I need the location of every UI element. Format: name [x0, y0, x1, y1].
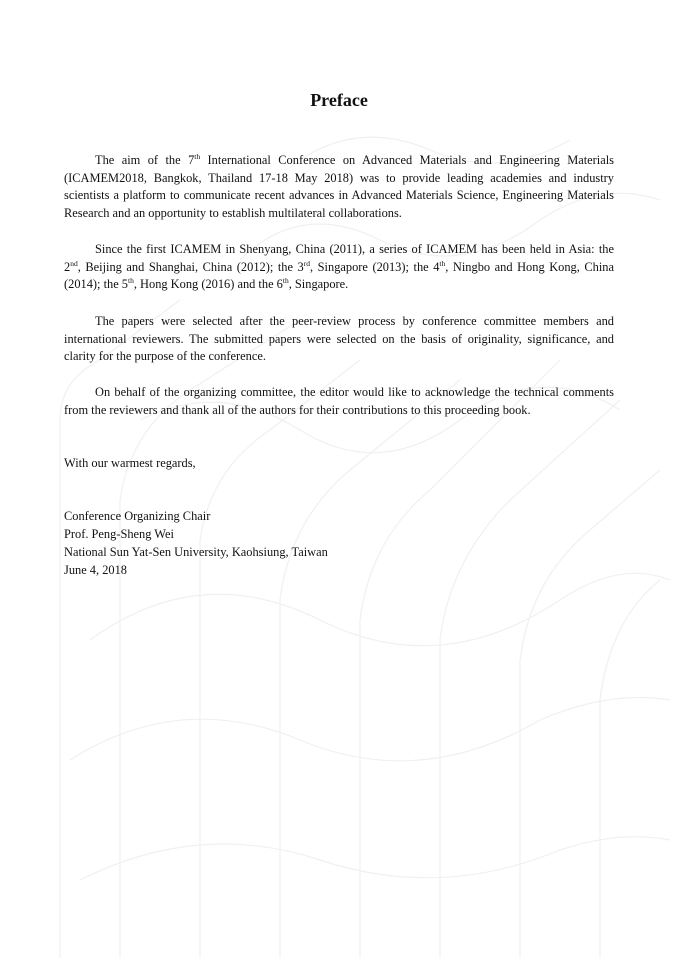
- paragraph-history-text-4: , Ningbo and Hong Kong, China (2014); the 5: [64, 259, 614, 292]
- signature-affiliation: National Sun Yat-Sen University, Kaohsiung, Taiwan: [64, 545, 328, 559]
- paragraph-history-text-6: , Singapore.: [288, 277, 349, 292]
- page-title: Preface: [310, 90, 368, 110]
- ordinal-superscript: th: [282, 276, 289, 286]
- paragraph-history-text-5: , Hong Kong (2016) and the 6: [133, 277, 283, 292]
- ordinal-superscript: th: [128, 276, 134, 286]
- paragraph-review: The papers were selected after the peer-review process by conference committee members and international reviewers. The submitted papers were selected on the basis of originality, significance, and clarity for the purpose of the conference.: [64, 314, 614, 364]
- paragraph-aim-text-b: International Conference on Advanced Materials and Engineering Materials (ICAMEM2018, Bangkok, Thailand 17-18 May 2018) was to provide leading academies and industry scientists a platform to communicate recent advances in Advanced Materials Science, Engineering Materials Research and an opportunity to establish multilateral collaborations.: [64, 153, 614, 220]
- paragraph-history-text-3: , Singapore (2013); the 4: [310, 259, 440, 274]
- paragraph-aim-text-a: The aim of the 7: [95, 153, 195, 167]
- paragraph-history: [64, 241, 614, 294]
- closing-line: With our warmest regards,: [64, 456, 196, 470]
- signature-name: Prof. Peng-Sheng Wei: [64, 527, 174, 541]
- paragraph-history-text-2: , Beijing and Shanghai, China (2012); the 3: [77, 259, 304, 274]
- signature-date: June 4, 2018: [64, 563, 127, 577]
- paragraph-aim: [64, 152, 614, 222]
- paragraph-acknowledgement: On behalf of the organizing committee, the editor would like to acknowledge the technical comments from the reviewers and thank all of the authors for their contributions to this proceeding book.: [64, 385, 614, 417]
- ordinal-superscript: nd: [70, 258, 78, 268]
- paragraph-history-text-1: Since the first ICAMEM in Shenyang, China (2011), a series of ICAMEM has been held in Asia: the 2: [64, 242, 614, 274]
- ordinal-superscript: th: [194, 152, 201, 161]
- signature-role: Conference Organizing Chair: [64, 509, 211, 523]
- ordinal-superscript: th: [439, 258, 446, 268]
- ordinal-superscript: rd: [303, 258, 310, 268]
